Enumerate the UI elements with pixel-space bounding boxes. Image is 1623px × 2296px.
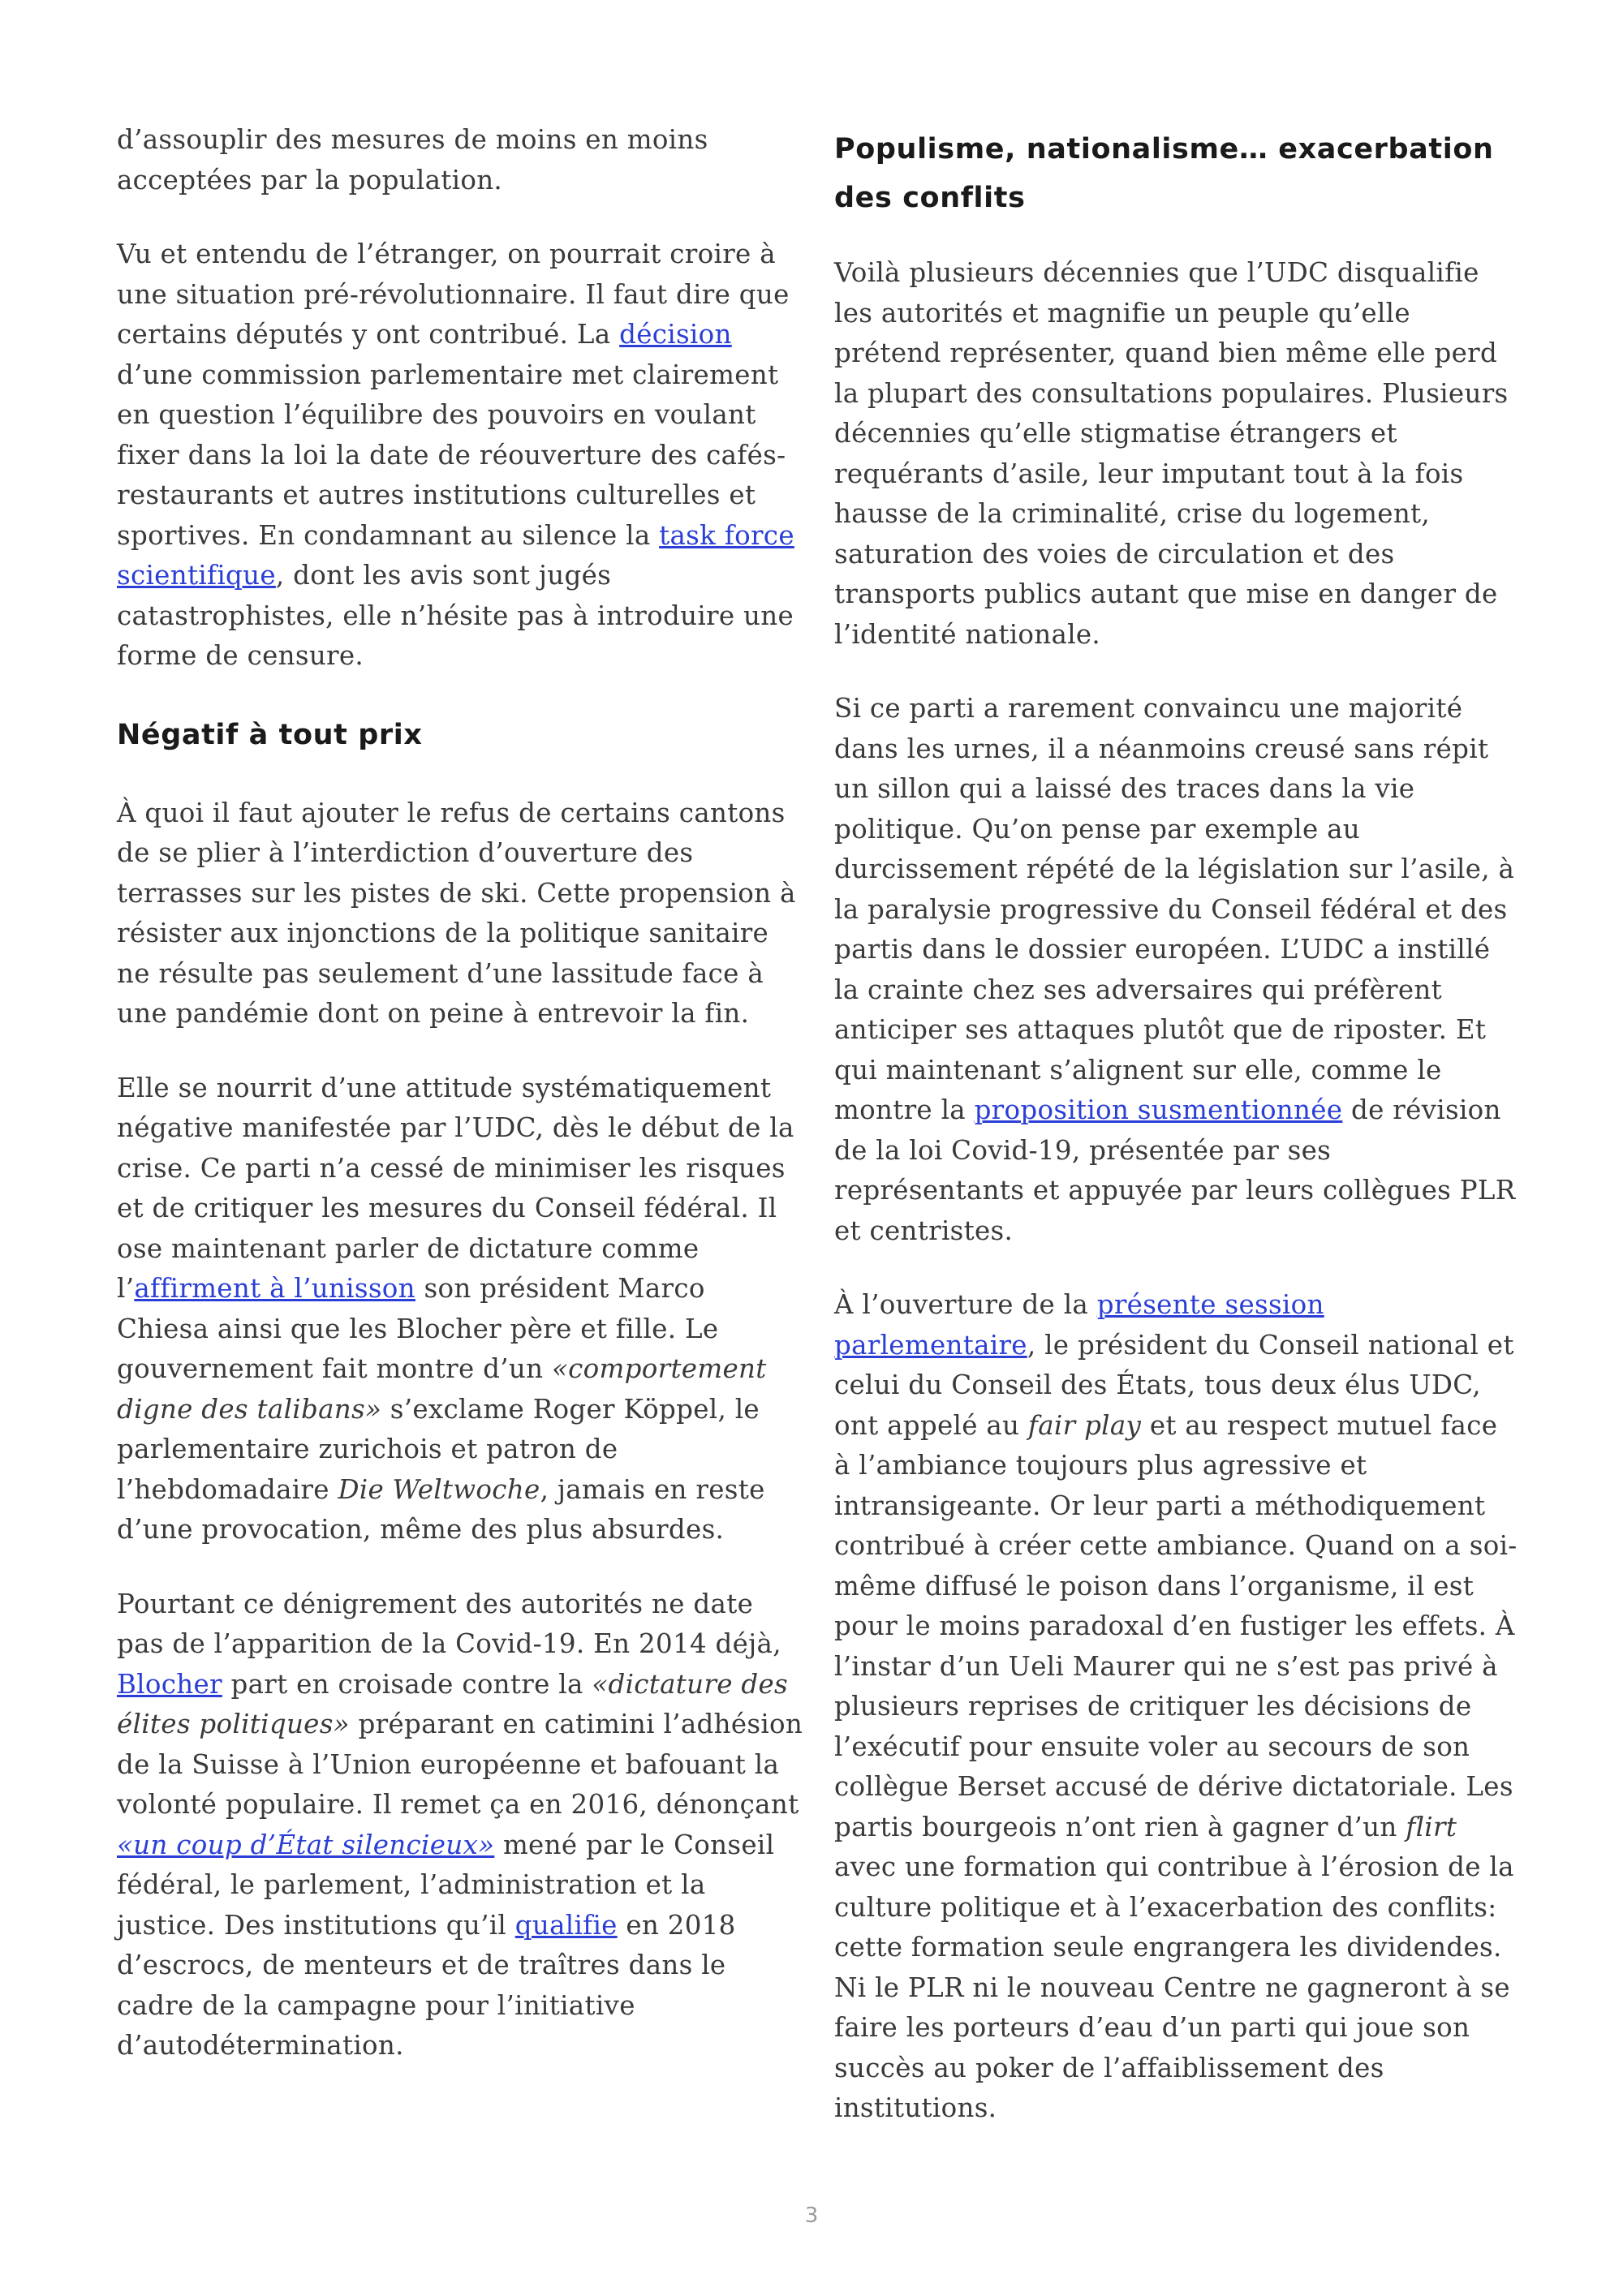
link-decision[interactable]: décision <box>619 319 732 350</box>
paragraph: Vu et entendu de l’étranger, on pourrait croire à une situation pré-révolutionnaire. Il faut dire que certains députés y ont contribué. La décision d’une commission parlementaire met clairement en question l’équilibre des pouvoirs en voulant fixer dans la loi la date de réouverture des cafés-restaurants et autres institutions culturelles et sportives. En condamnant au silence la task force scientifique, dont les avis sont jugés catastrophistes, elle n’hésite pas à introduire une forme de censure. <box>117 239 794 671</box>
link-qualifie[interactable]: qualifie <box>514 1909 618 1941</box>
link-task-force[interactable]: task force scientifique <box>117 519 794 591</box>
right-column <box>834 120 1521 2163</box>
section-heading: Populisme, nationalisme… exacerbation des conflits <box>834 133 1494 214</box>
section-heading: Négatif à tout prix <box>117 718 423 751</box>
link-blocher[interactable]: Blocher <box>117 1668 222 1700</box>
publication-title: Die Weltwoche <box>338 1473 540 1505</box>
paragraph: d’assouplir des mesures de moins en moins acceptées par la population. <box>117 124 708 196</box>
link-session[interactable]: présente session parlementaire <box>834 1289 1324 1361</box>
paragraph: Pourtant ce dénigrement des autorités ne date pas de l’apparition de la Covid-19. En 2014 déjà, Blocher part en croisade contre la «dictature des élites politiques» préparant en catimini l’adhésion de la Suisse à l’Union européenne et bafouant la volonté populaire. Il remet ça en 2016, dénonçant «un coup d’État silencieux» mené par le Conseil fédéral, le parlement, l’administration et la justice. Des institutions qu’il qualifie en 2018 d’escrocs, de menteurs et de traîtres dans le cadre de la campagne pour l’initiative d’autodétermination. <box>117 1588 803 2061</box>
italic-term: fair play <box>1027 1409 1142 1441</box>
page-number: 3 <box>804 2204 819 2228</box>
quote-italic: «comportement digne des talibans» <box>117 1353 767 1425</box>
paragraph: Elle se nourrit d’une attitude systématiquement négative manifestée par l’UDC, dès le début de la crise. Ce parti n’a cessé de minimiser les risques et de critiquer les mesures du Conseil fédéral. Il ose maintenant parler de dictature comme l’affirment à l’unisson son président Marco Chiesa ainsi que les Blocher père et fille. Le gouvernement fait montre d’un «comportement digne des talibans» s’exclame Roger Köppel, le parlementaire zurichois et patron de l’hebdomadaire Die Weltwoche, jamais en reste d’une provocation, même des plus absurdes. <box>117 1072 794 1545</box>
paragraph: À quoi il faut ajouter le refus de certains cantons de se plier à l’interdiction d’ouverture des terrasses sur les pistes de ski. Cette propension à résister aux injonctions de la politique sanitaire ne résulte pas seulement d’une lassitude face à une pandémie dont on peine à entrevoir la fin. <box>117 797 796 1029</box>
paragraph: Voilà plusieurs décennies que l’UDC disqualifie les autorités et magnifie un peuple qu’elle prétend représenter, quand bien même elle perd la plupart des consultations populaires. Plusieurs décennies qu’elle stigmatise étrangers et requérants d’asile, leur imputant tout à la fois hausse de la criminalité, crise du logement, saturation des voies de circulation et des transports publics autant que mise en danger de l’identité nationale. <box>834 257 1509 650</box>
paragraph: Si ce parti a rarement convaincu une majorité dans les urnes, il a néanmoins creusé sans répit un sillon qui a laissé des traces dans la vie politique. Qu’on pense par exemple au durcissement répété de la législation sur l’asile, à la paralysie progressive du Conseil fédéral et des partis dans le dossier européen. L’UDC a instillé la crainte chez ses adversaires qui préfèrent anticiper ses attaques plutôt que de riposter. Et qui maintenant s’alignent sur elle, comme le montre la proposition susmentionnée de révision de la loi Covid-19, présentée par ses représentants et appuyée par leurs collègues PLR et centristes. <box>834 693 1516 1246</box>
paragraph: À l’ouverture de la présente session parlementaire, le président du Conseil national et celui du Conseil des États, tous deux élus UDC, ont appelé au fair play et au respect mutuel face à l’ambiance toujours plus agressive et intransigeante. Or leur parti a méthodiquement contribué à créer cette ambiance. Quand on a soi-même diffusé le poison dans l’organisme, il est pour le moins paradoxal d’en fustiger les effets. À l’instar d’un Ueli Maurer qui ne s’est pas privé à plusieurs reprises de critiquer les décisions de l’exécutif pour ensuite voler au secours de son collègue Berset accusé de dérive dictatoriale. Les partis bourgeois n’ont rien à gagner d’un flirt avec une formation qui contribue à l’érosion de la culture politique et à l’exacerbation des conflits: cette formation seule engrangera les dividendes. Ni le PLR ni le nouveau Centre ne gagneront à se faire les porteurs d’eau d’un parti qui joue son succès au poker de l’affaiblissement des institutions. <box>834 1289 1518 2123</box>
link-affirment[interactable]: affirment à l’unisson <box>134 1273 415 1304</box>
left-column <box>117 120 803 2100</box>
quote-italic: «dictature des élites politiques» <box>117 1668 789 1739</box>
link-proposition[interactable]: proposition susmentionnée <box>974 1094 1343 1125</box>
italic-term: flirt <box>1406 1811 1457 1842</box>
link-coup-etat[interactable]: «un coup d’État silencieux» <box>117 1829 495 1860</box>
